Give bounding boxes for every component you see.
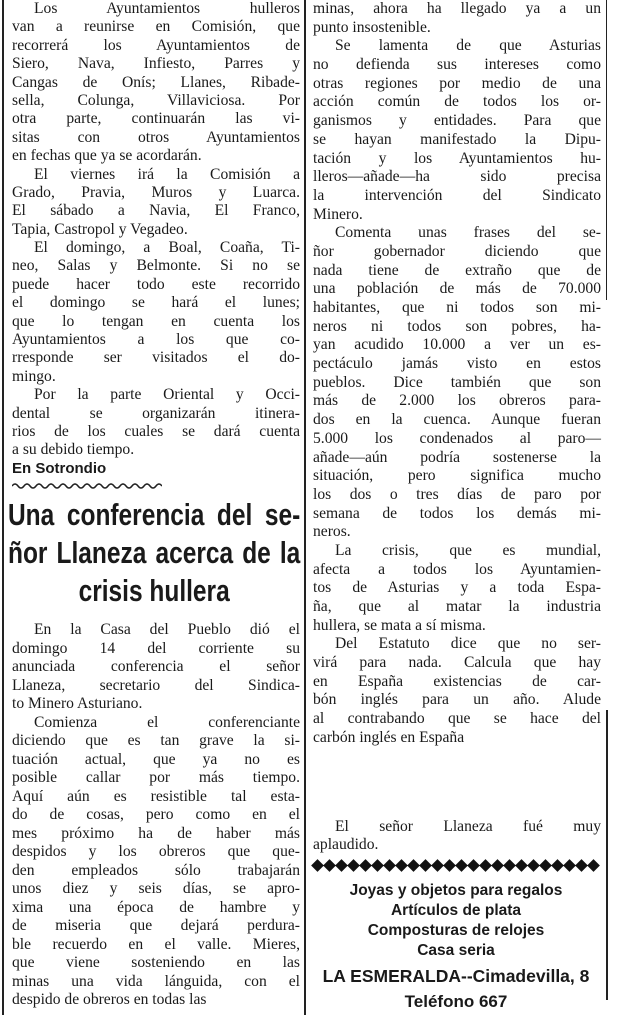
text-line: despido de obreros en todas las — [12, 991, 207, 1008]
diamond-icon — [455, 859, 468, 872]
text-line: Del Estatuto dice que no ser- — [335, 635, 601, 653]
diamond-icon — [575, 859, 588, 872]
text-line: a su debido tiempo. — [12, 441, 135, 459]
text-line: to Minero Asturiano. — [12, 695, 143, 712]
text-line: Comienza el conferenciante — [34, 713, 300, 731]
diamond-icon — [371, 859, 384, 872]
headline-line: crisis hullera — [78, 573, 230, 608]
text-line: mes próximo ha de haber más — [12, 824, 300, 842]
text-line: do de cosas, pero como en el — [12, 806, 300, 823]
text-line: Tapia, Castropol y Vegadeo. — [12, 220, 188, 238]
text-line: en España existencias de car- — [313, 672, 601, 690]
paragraph — [12, 386, 300, 460]
text-line: semana de todos los demás mi- — [313, 504, 601, 522]
text-line: domingo 14 del corriente su — [12, 639, 300, 657]
text-line: El domingo, a Boal, Coaña, Ti- — [34, 239, 300, 257]
text-line: El señor Llaneza fué muy — [335, 818, 601, 835]
paragraph — [12, 0, 300, 166]
text-line: el domingo se hará el lunes; — [12, 294, 300, 312]
text-line: neros ni todos son pobres, ha- — [313, 317, 601, 335]
text-line: ña, que al matar la industria — [313, 598, 601, 615]
ad-line: Casa seria — [417, 942, 495, 959]
text-line: Siero, Nava, Infiesto, Parres y — [12, 55, 300, 73]
diamond-icon — [359, 859, 372, 872]
diamond-icon — [419, 859, 432, 872]
diamond-icon — [467, 859, 480, 872]
text-line: rresponde ser visitados el do- — [12, 349, 300, 367]
paragraph — [313, 224, 601, 542]
text-line: pueblos. Dice también que son — [313, 373, 601, 391]
text-line: La crisis, que es mundial, — [335, 541, 601, 559]
ad-line: Artículos de plata — [390, 902, 522, 919]
text-line: despidos y los obreros que que- — [12, 843, 300, 860]
text-line: de miseria que dejará perdura- — [12, 917, 300, 934]
paragraph — [12, 714, 300, 1010]
diamond-icon — [407, 859, 420, 872]
text-line: En la Casa del Pueblo dió el — [34, 621, 300, 638]
article-body — [12, 621, 300, 1010]
diamond-icon — [395, 859, 408, 872]
text-line: puede hacer todo este recorrido — [12, 275, 300, 293]
right-column-rule — [606, 0, 607, 300]
wavy-rule — [12, 482, 162, 490]
text-line: acción común de todos los or- — [313, 93, 601, 111]
text-line: Los Ayuntamientos hulleros — [34, 0, 300, 17]
text-line: que lo tengan en cuenta los — [12, 312, 300, 330]
paragraph — [12, 166, 300, 240]
ad-line: Joyas y objetos para regalos — [349, 882, 563, 899]
paragraph — [12, 239, 300, 386]
diamond-icon — [311, 859, 324, 872]
text-line: minas una vida lánguida, con el — [12, 972, 300, 990]
text-line: diciendo que es tan grave la si- — [12, 732, 300, 749]
text-line: sella, Colunga, Villaviciosa. Por — [12, 91, 300, 109]
text-line: Aquí aún es resistible tal esta- — [12, 787, 300, 805]
diamond-icon — [491, 859, 504, 872]
text-line: aplaudido. — [313, 836, 379, 854]
text-line: posible callar por más tiempo. — [12, 769, 300, 786]
text-line: xima una época de hambre y — [12, 898, 300, 916]
text-line: mingo. — [12, 367, 56, 385]
ad-phone: Teléfono 667 — [404, 992, 508, 1011]
diamond-icon — [587, 859, 600, 872]
text-line: Comenta unas frases del se- — [335, 224, 601, 242]
text-line: tación y los Ayuntamientos hu- — [313, 149, 601, 167]
text-line: la intervención del Sindicato — [313, 186, 601, 204]
text-line: neo, Salas y Belmonte. Si no se — [12, 257, 300, 275]
text-line: no defienda sus intereses como — [313, 56, 601, 74]
text-line: que viene sosteniendo en las — [12, 954, 300, 971]
advertisement — [308, 881, 604, 1014]
text-line: se hayan manifestado la Dipu- — [313, 130, 601, 148]
text-line: en fechas que ya se acordarán. — [12, 147, 202, 165]
text-line: Llaneza, secretario del Sindica- — [12, 676, 300, 694]
text-line: dental se organizarán itinera- — [12, 404, 300, 422]
diamond-icon — [551, 859, 564, 872]
text-line: Por la parte Oriental y Occi- — [34, 386, 300, 404]
text-line: den empleados sólo trabajarán — [12, 861, 300, 879]
diamond-icon — [515, 859, 528, 872]
diamond-icon — [323, 859, 336, 872]
diamond-icon — [443, 859, 456, 872]
article-closing — [313, 818, 601, 855]
text-line: recorrerá los Ayuntamientos de — [12, 36, 300, 54]
text-line: Grado, Pravia, Muros y Luarca. — [12, 183, 300, 201]
article-body-continued — [313, 0, 601, 748]
text-line: añade—aún podría sostenerse la — [313, 448, 601, 466]
text-line: tuación actual, que ya no es — [12, 750, 300, 768]
text-line: otra parte, continuarán las vi- — [12, 110, 300, 128]
right-column-rule-lower — [606, 710, 608, 1000]
text-line: ñor gobernador diciendo que — [313, 242, 601, 260]
text-line: El sábado a Navia, El Franco, — [12, 202, 300, 220]
text-line: pectáculo jamás visto en estos — [313, 355, 601, 373]
article-continuation — [12, 0, 300, 460]
text-line: carbón inglés en España — [313, 728, 465, 746]
diamond-icon — [431, 859, 444, 872]
text-line: bón inglés para un año. Alude — [313, 691, 601, 709]
diamond-icon — [539, 859, 552, 872]
text-line: afecta a todos los Ayuntamien- — [313, 560, 601, 578]
paragraph — [313, 542, 601, 635]
diamond-ornament-row — [313, 859, 598, 873]
column-divider — [304, 0, 306, 1015]
text-line: yan acudido 10.000 a ver un es- — [313, 336, 601, 354]
text-line: ganismos y entidades. Para que — [313, 112, 601, 130]
ad-line: Composturas de relojes — [367, 922, 545, 939]
text-line: unos diez y seis días, se apro- — [12, 880, 300, 897]
diamond-icon — [335, 859, 348, 872]
section-kicker: En Sotrondio — [12, 460, 107, 477]
text-line: otras regiones por medio de una — [313, 74, 601, 92]
text-line: Minero. — [313, 205, 363, 223]
diamond-icon — [479, 859, 492, 872]
text-line: anunciada conferencia el señor — [12, 658, 300, 675]
text-line: El viernes irá la Comisión a — [34, 165, 300, 183]
text-line: nada tiene de extraño que de — [313, 261, 601, 279]
text-line: una población de más de 70.000 — [313, 280, 601, 298]
text-line: punto insostenible. — [313, 18, 431, 36]
text-line: virá para nada. Calcula que hay — [313, 654, 601, 672]
paragraph — [313, 0, 601, 37]
headline-line: Una conferencia del se- — [8, 497, 301, 532]
text-line: Cangas de Onís; Llanes, Ribade- — [12, 73, 300, 91]
paragraph — [12, 621, 300, 714]
text-line: lleros—añade—ha sido precisa — [313, 168, 601, 186]
diamond-icon — [347, 859, 360, 872]
text-line: 5.000 los condenados al paro— — [313, 429, 601, 447]
text-line: rios de los cuales se dará cuenta — [12, 422, 300, 440]
text-line: al contrabando que se hace del — [313, 710, 601, 728]
text-line: van a reunirse en Comisión, que — [12, 18, 300, 36]
paragraph — [313, 37, 601, 224]
paragraph — [313, 818, 601, 855]
headline-line: ñor Llaneza acerca de la — [8, 535, 301, 570]
left-column-rule — [2, 0, 4, 1015]
headline — [8, 496, 300, 610]
text-line: neros. — [313, 523, 351, 541]
text-line: hullera, se mata a sí misma. — [313, 616, 486, 634]
text-line: ble recuerdo en el valle. Mieres, — [12, 935, 300, 953]
diamond-icon — [527, 859, 540, 872]
text-line: situación, pero significa mucho — [313, 467, 601, 485]
ad-shop-name: LA ESMERALDA--Cimadevilla, 8 — [322, 966, 590, 986]
text-line: los dos o tres días de paro por — [313, 485, 601, 503]
text-line: más de 2.000 los obreros para- — [313, 392, 601, 410]
text-line: habitantes, que ni todos son mi- — [313, 299, 601, 316]
diamond-icon — [503, 859, 516, 872]
text-line: Se lamenta de que Asturias — [335, 37, 601, 55]
text-line: minas, ahora ha llegado ya a un — [313, 0, 601, 17]
text-line: sitas con otros Ayuntamientos — [12, 128, 300, 146]
paragraph — [313, 635, 601, 747]
text-line: tos de Asturias y a toda Espa- — [313, 579, 601, 597]
diamond-icon — [563, 859, 576, 872]
diamond-icon — [383, 859, 396, 872]
text-line: dos en la cuenca. Aunque fueran — [313, 411, 601, 429]
text-line: Ayuntamientos a los que co- — [12, 331, 300, 349]
